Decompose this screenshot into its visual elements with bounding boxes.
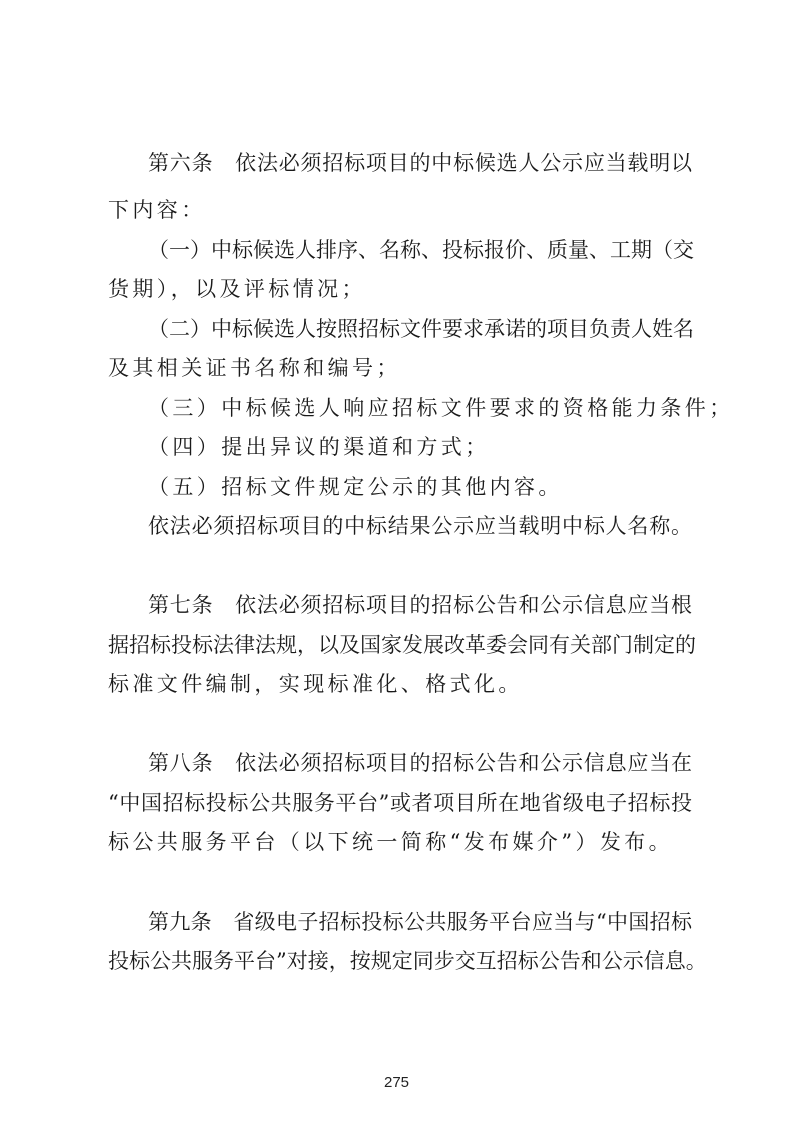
article-6-paragraph-2: 依法必须招标项目的中标结果公示应当载明中标人名称。 xyxy=(148,514,692,538)
article-6-item-2-line-2: 及其相关证书名称和编号； xyxy=(108,356,401,380)
article-7-line-2: 据招标投标法律法规，以及国家发展改革委会同有关部门制定的 xyxy=(108,633,696,657)
article-6-item-5: （五）招标文件规定公示的其他内容。 xyxy=(148,475,563,499)
article-6-item-1-line-1: （一）中标候选人排序、名称、投标报价、质量、工期（交 xyxy=(148,238,694,262)
article-6-item-4: （四）提出异议的渠道和方式； xyxy=(148,435,490,459)
article-8-line-2: “中国招标投标公共服务平台”或者项目所在地省级电子招标投 xyxy=(108,791,692,815)
article-9-line-1: 第九条 省级电子招标投标公共服务平台应当与“中国招标 xyxy=(148,910,692,934)
article-6-item-1-line-2: 货期），以及评标情况； xyxy=(108,277,366,301)
article-8-line-3: 标公共服务平台（以下统一简称“发布媒介”）发布。 xyxy=(108,830,674,854)
article-6-item-2-line-1: （二）中标候选人按照招标文件要求承诺的项目负责人姓名 xyxy=(148,317,694,341)
article-7-line-1: 第七条 依法必须招标项目的招标公告和公示信息应当根 xyxy=(148,593,692,617)
article-9-line-2: 投标公共服务平台”对接，按规定同步交互招标公告和公示信息。 xyxy=(108,949,707,973)
article-6-line-2: 下内容： xyxy=(108,198,206,222)
page-number: 275 xyxy=(383,1074,410,1091)
article-6-line-1: 第六条 依法必须招标项目的中标候选人公示应当载明以 xyxy=(148,151,692,175)
article-8-line-1: 第八条 依法必须招标项目的招标公告和公示信息应当在 xyxy=(148,751,692,775)
article-7-line-3: 标准文件编制，实现标准化、格式化。 xyxy=(108,672,523,696)
article-6-item-3: （三）中标候选人响应招标文件要求的资格能力条件； xyxy=(148,396,734,420)
